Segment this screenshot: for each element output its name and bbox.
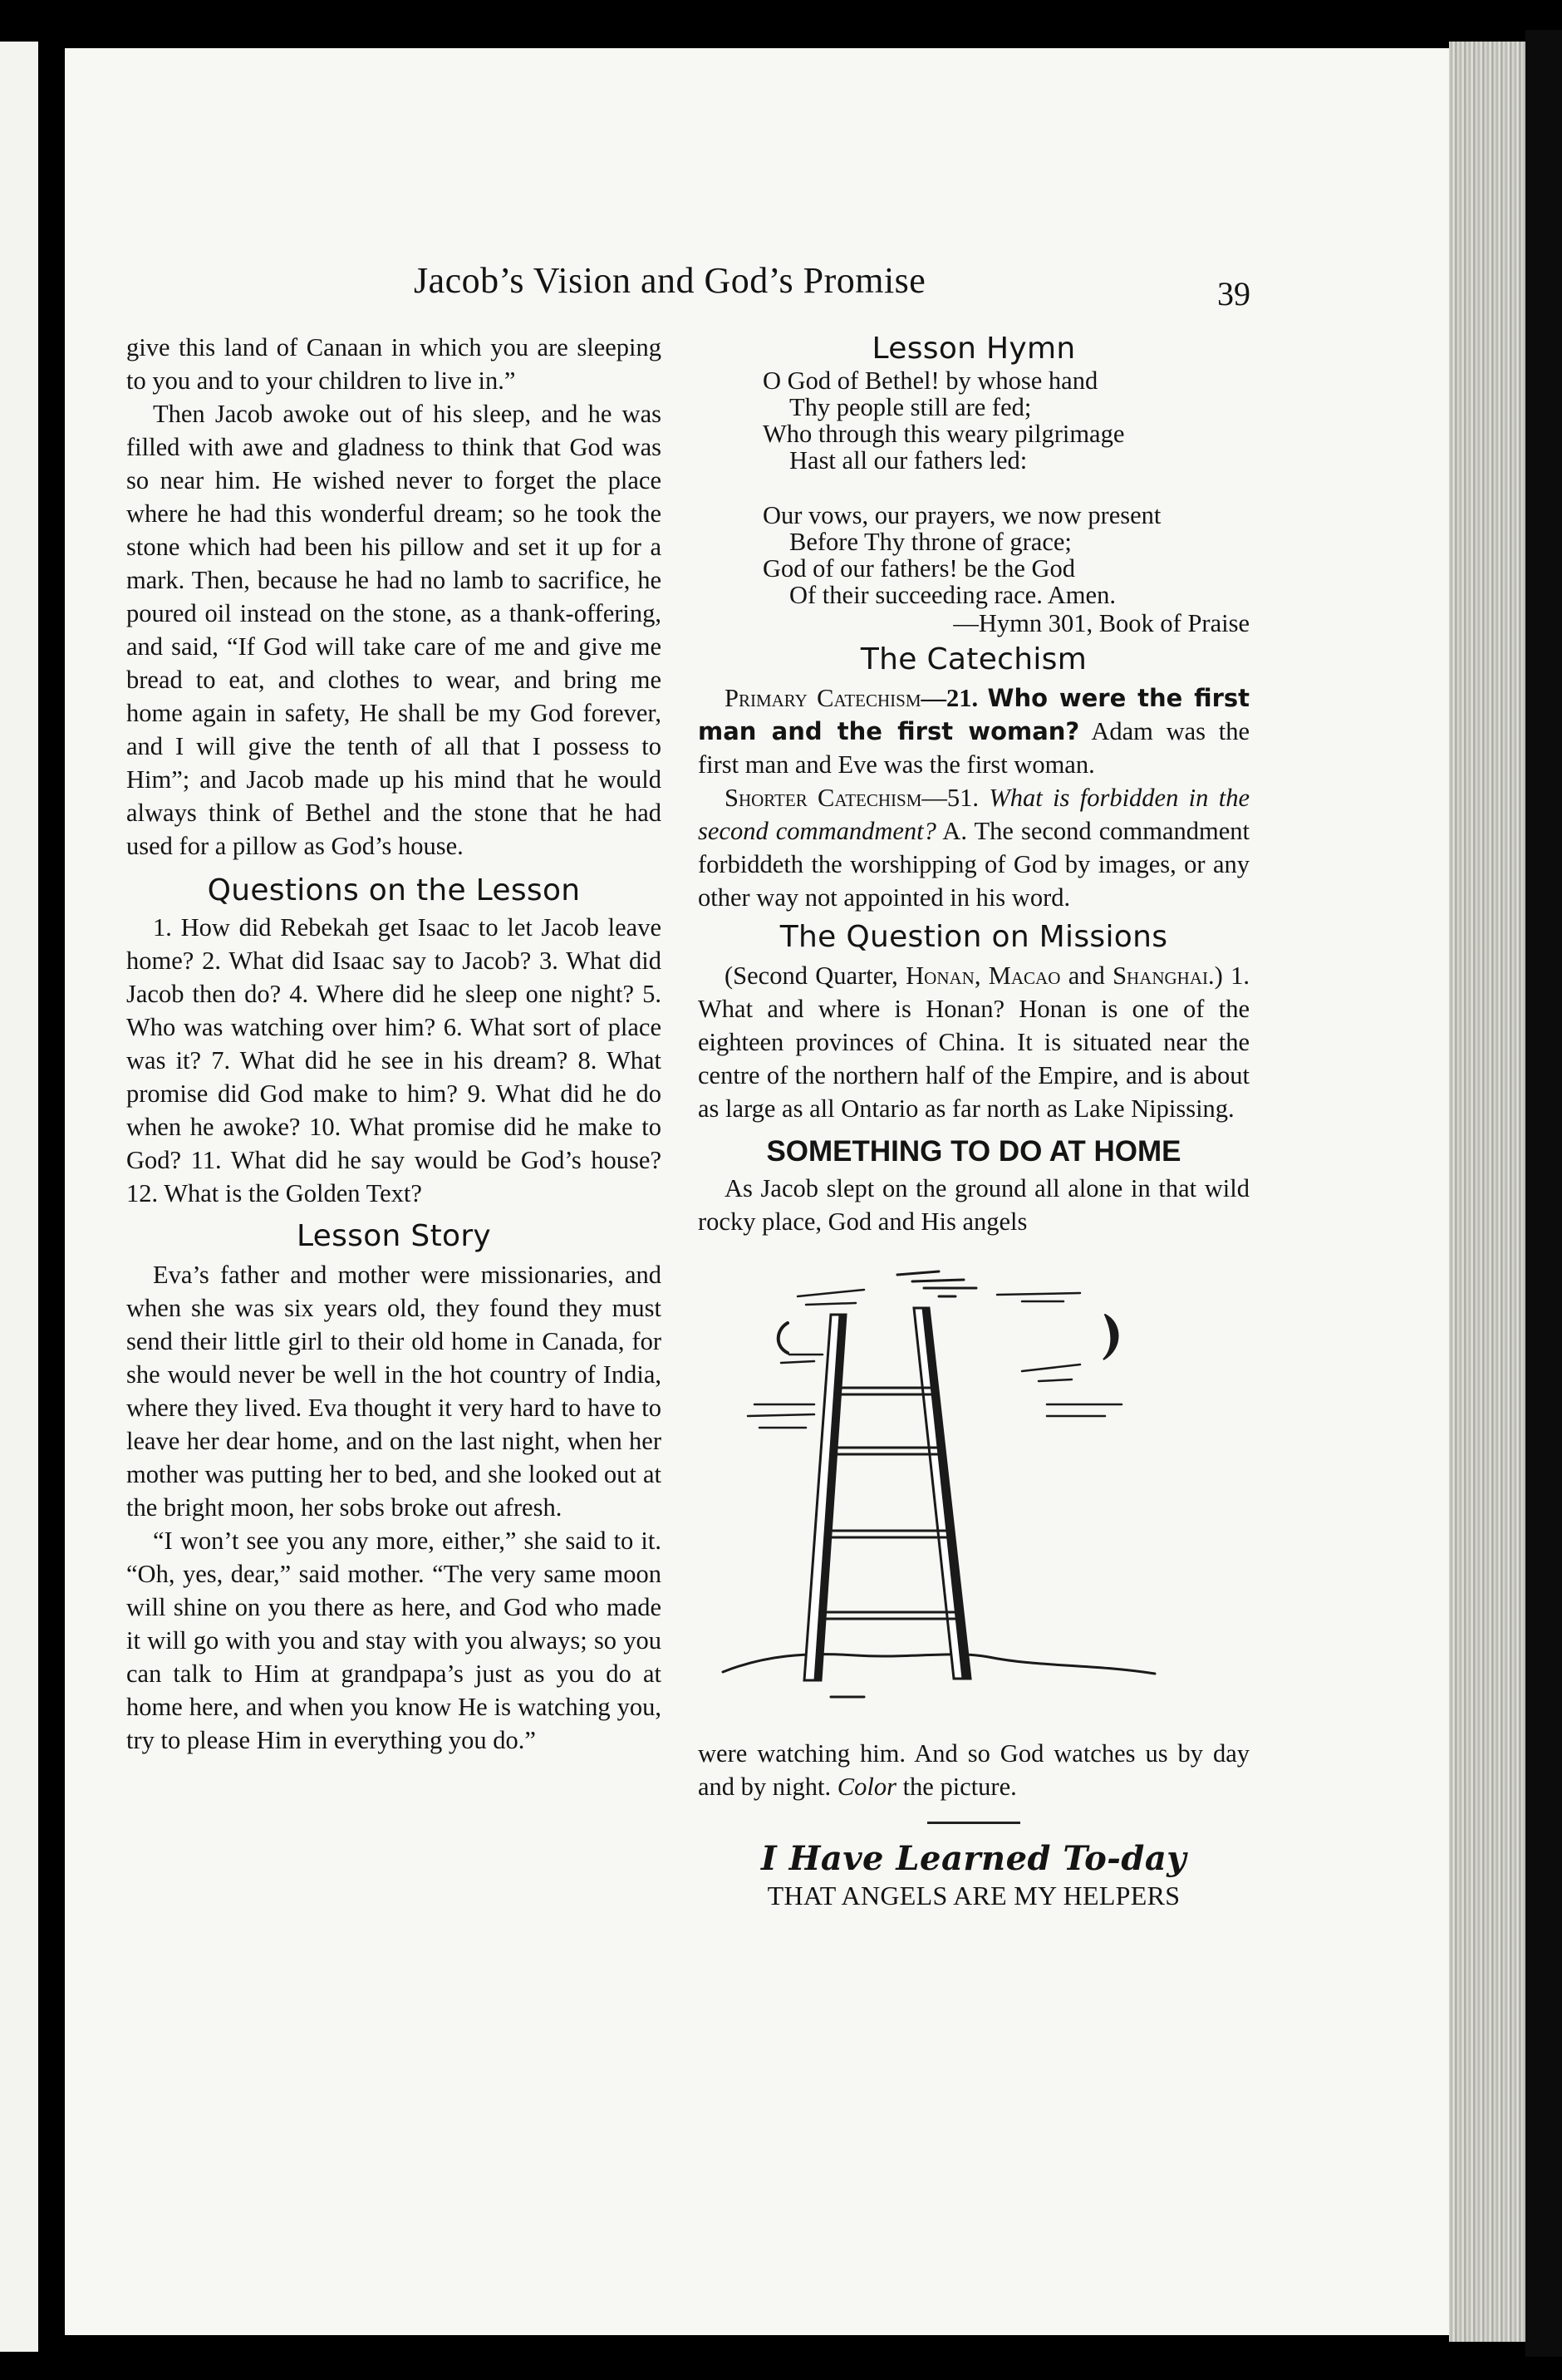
hymn-line: Before Thy throne of grace; [789, 528, 1072, 556]
questions-paragraph: 1. How did Rebekah get Isaac to let Jacob leave home? 2. What did Isaac say to Jacob? 3. What did Jacob then do? 4. Where did he sleep one night? 5. Who was watching over him? 6. What sort of place was it? 7. What did he see in his dream? 8. What promise did God make to him? 9. What did he do when he awoke? 10. What promise did he make to God? 11. What did he say would be God’s house? 12. What is the Golden Text? [126, 913, 661, 1207]
ladder-rung [836, 1448, 942, 1454]
right-column [698, 332, 1250, 1912]
cloud-stroke [897, 1271, 976, 1296]
page-number: 39 [1217, 275, 1250, 312]
primary-catechism-label: Primary Catechism [725, 684, 921, 712]
questions-heading: Questions on the Lesson [207, 873, 581, 907]
something-to-do-text: As Jacob slept on the ground all alone in that wild rocky place, God and His angels [698, 1174, 1250, 1236]
hymn-line: God of our fathers! be the God [763, 554, 1076, 583]
missions-paragraph: (Second Quarter, Honan, Macao and Shanghai.) 1. What and where is Honan? Honan is one of the eighteen provinces of China. It is situated near the centre of the northern half of the Empire, and is about as large as all Ontario as far north as Lake Nipissing. [698, 961, 1250, 1123]
hymn-line: O God of Bethel! by whose hand [763, 366, 1098, 395]
cloud-stroke [1022, 1365, 1080, 1381]
missions-and: and [1068, 961, 1105, 990]
stanza-gap [763, 474, 1250, 502]
shorter-catechism-question: What is forbidden in the second commandment? [698, 784, 1250, 845]
shorter-catechism-label: Shorter Catechism [725, 784, 922, 812]
lesson-hymn [763, 367, 1250, 637]
place-honan: Honan [906, 961, 975, 990]
moon-right [1103, 1315, 1118, 1360]
cloud-stroke [997, 1293, 1080, 1301]
lesson-story-paragraph: Eva’s father and mother were missionaries, and when she was six years old, they found they must send their little girl to their old home in Canada, for she would never be well in the hot country of India, where they lived. Eva thought it very hard to have to leave her dear home, and on the last night, when her mother was putting her to bed, and she looked out at the bright moon, her sobs broke out afresh. [126, 1261, 661, 1522]
home-text-3: the picture. [902, 1773, 1017, 1801]
ground [723, 1655, 1155, 1674]
hymn-line: Of their succeeding race. Amen. [789, 581, 1116, 609]
hymn-line: Thy people still are fed; [789, 393, 1032, 421]
primary-catechism-number: —21. [921, 684, 979, 712]
ladder-rail-right-shade [922, 1308, 970, 1679]
color-word: Color [837, 1773, 896, 1801]
primary-catechism-answer: Adam was the first man and Eve was the first woman. [698, 717, 1250, 779]
something-to-do-heading: SOMETHING TO DO AT HOME [766, 1135, 1181, 1168]
ladder-rung [831, 1531, 949, 1537]
hymn-source: —Hymn 301, Book of Praise [953, 609, 1250, 637]
lesson-story-paragraph-2: “I won’t see you any more, either,” she said to it. “Oh, yes, dear,” said mother. “The very same moon will shine on you there as here, and God who made it will go with you and stay with you always; so you can talk to Him at grandpapa’s just as you do at home here, and when you know He is watching you, try to please Him in everything you do.” [126, 1527, 661, 1754]
facing-page-edge [0, 42, 38, 2352]
lesson-hymn-heading: Lesson Hymn [872, 332, 1076, 366]
learned-today-subtitle: THAT ANGELS ARE MY HELPERS [767, 1881, 1181, 1910]
story-continuation-paragraph: give this land of Canaan in which you are sleeping to you and to your children to live in.” [126, 333, 661, 395]
left-column [126, 331, 661, 1757]
ladder-drawing [690, 1265, 1205, 1714]
shorter-catechism [698, 781, 1250, 914]
hymn-line: Who through this weary pilgrimage [763, 420, 1125, 448]
book-spine [1525, 30, 1562, 2357]
primary-catechism-question: Who were the first man and the first woman? [698, 684, 1250, 745]
shorter-catechism-answer: A. The second commandment forbiddeth the worshipping of God by images, or any other way not appointed in his word. [698, 817, 1250, 912]
hymn-line: Our vows, our prayers, we now present [763, 501, 1162, 529]
primary-catechism [698, 681, 1250, 781]
ladder-rung [839, 1388, 932, 1394]
cloud-stroke [748, 1404, 814, 1428]
hymn-line: Hast all our fathers led: [789, 446, 1028, 475]
lesson-story-heading: Lesson Story [296, 1219, 492, 1253]
jacob-awoke-paragraph: Then Jacob awoke out of his sleep, and he was filled with awe and gladness to think that God was so near him. He wished never to forget the place where he had this wonderful dream; so he took the stone which had been his pillow and set it up for a mark. Then, because he had no lamb to sacrifice, he poured oil instead on the stone, as a thank-offering, and said, “If God will take care of me and give me bread to eat, and clothes to wear, and bring me home again in safety, He shall be my God forever, and I will give the tenth of all that I possess to Him”; and Jacob made up his mind that he would always think of Bethel and the stone that he had used for a pillow as God’s house. [126, 400, 661, 860]
divider-rule [927, 1822, 1020, 1824]
missions-heading: The Question on Missions [779, 920, 1168, 954]
home-text-2: were watching him. And so God watches us by day and by night. [698, 1739, 1250, 1801]
cloud-stroke [1047, 1404, 1122, 1416]
learned-today-title: I Have Learned To-day [760, 1839, 1187, 1878]
missions-quarter: (Second Quarter, [725, 961, 898, 990]
moon-left [779, 1323, 788, 1353]
cloud-stroke [798, 1290, 864, 1305]
ladder-illustration [690, 1265, 1205, 1714]
place-shanghai: Shanghai [1113, 961, 1209, 990]
shorter-catechism-number: —51. [921, 784, 980, 812]
missions-close: .) [1208, 961, 1223, 990]
place-macao: Macao [988, 961, 1061, 990]
missions-text: 1. What and where is Honan? Honan is one of the eighteen provinces of China. It is situated near the centre of the northern half of the Empire, and is about as large as all Ontario as far north as Lake Nipissing. [698, 961, 1250, 1123]
cloud-stroke [781, 1355, 823, 1363]
catechism-heading: The Catechism [860, 642, 1088, 676]
ladder-rung [826, 1612, 957, 1619]
running-title: Jacob’s Vision and God’s Promise [414, 260, 926, 301]
something-to-do-text-2 [698, 1737, 1250, 1803]
